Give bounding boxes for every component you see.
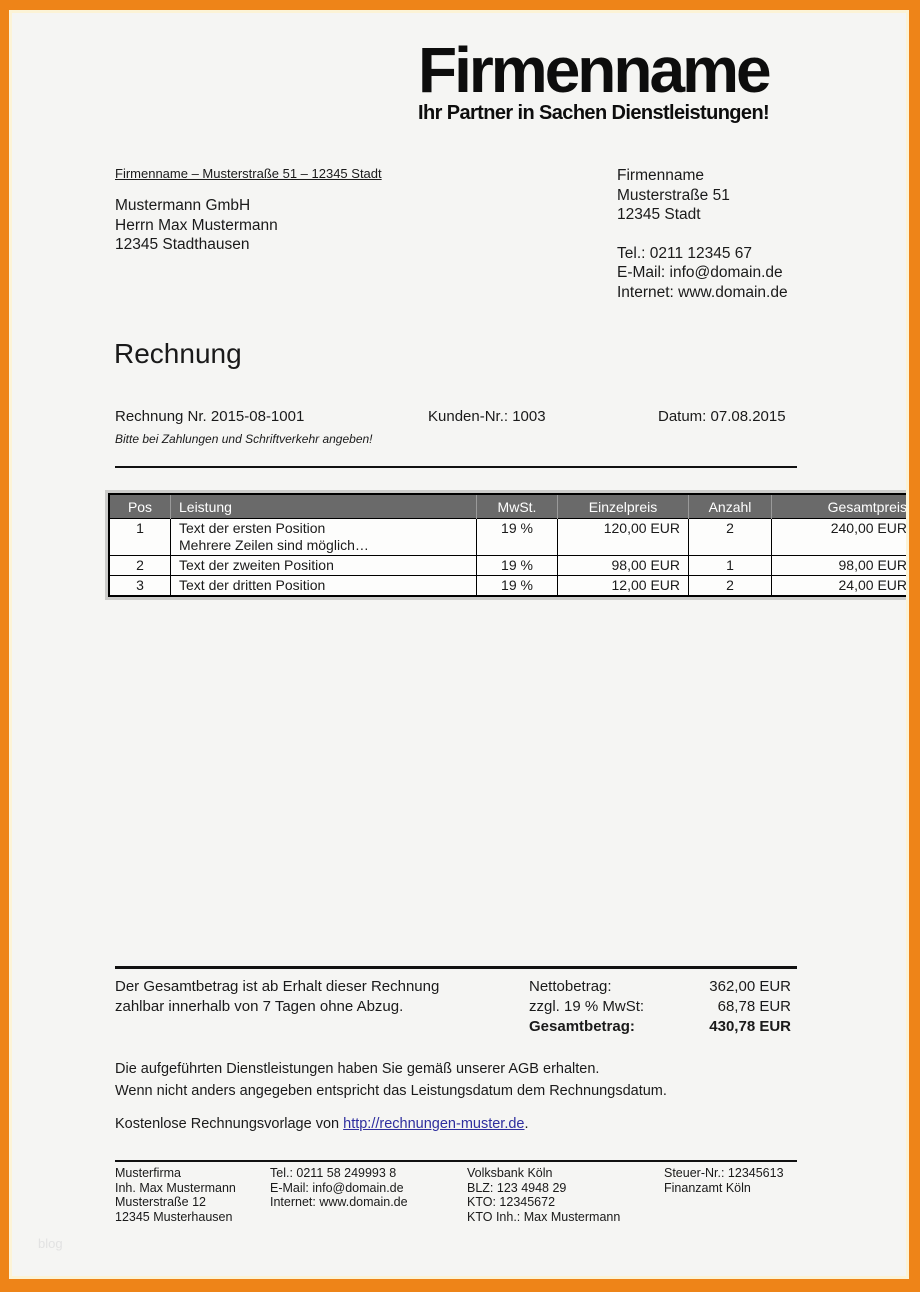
template-source-link[interactable]: http://rechnungen-muster.de [343,1116,525,1132]
footer-contact-column [270,1166,408,1210]
leistung-line: Mehrere Zeilen sind möglich… [179,537,369,553]
page-border-right [909,0,920,1292]
footer-line: Musterstraße 12 [115,1195,207,1209]
footer-divider-rule [115,1160,797,1162]
document-title: Rechnung [114,338,242,369]
leistung-line: Text der ersten Position [179,520,326,536]
gross-value: 430,78 EUR [709,1018,791,1035]
cell-mwst: 19 % [477,556,558,576]
footer-line: KTO Inh.: Max Mustermann [467,1209,621,1224]
cell-leistung [171,519,477,556]
cell-leistung: Text der zweiten Position [171,556,477,576]
items-table-header-row [109,494,916,519]
divider-rule [115,466,797,468]
company-phone: Tel.: 0211 12345 67 [617,244,753,262]
payment-terms-line: zahlbar innerhalb von 7 Tagen ohne Abzug. [115,997,404,1015]
terms-note-line: Wenn nicht anders angegeben entspricht das Leistungsdatum dem Rechnungsdatum. [115,1082,667,1099]
recipient-line: Mustermann GmbH [115,197,251,214]
footer-line: E-Mail: info@domain.de [270,1180,404,1195]
cell-einzelpreis: 120,00 EUR [558,519,689,556]
company-website: Internet: www.domain.de [617,283,788,301]
cell-anzahl: 1 [689,556,772,576]
vat-value: 68,78 EUR [717,998,791,1015]
cell-gesamtpreis: 240,00 EUR [772,519,917,556]
footer-line: Steuer-Nr.: 12345613 [664,1166,784,1180]
total-vat-row [529,997,791,1017]
gross-label: Gesamtbetrag: [529,1018,635,1035]
footer-line: Internet: www.domain.de [270,1195,408,1209]
col-header-einzelpreis: Einzelpreis [558,494,689,519]
company-address-line: 12345 Stadt [617,206,701,223]
table-row [109,519,916,556]
items-table [108,493,917,597]
total-gross-row [529,1017,791,1037]
page-border-top [0,0,920,10]
recipient-line: Herrn Max Mustermann [115,216,278,234]
payment-reference-note: Bitte bei Zahlungen und Schriftverkehr angeben! [115,432,373,446]
sender-return-address: Firmenname – Musterstraße 51 – 12345 Stadt [115,166,382,181]
footer-line: Tel.: 0211 58 249993 8 [270,1166,397,1180]
cell-anzahl: 2 [689,576,772,597]
cell-gesamtpreis: 24,00 EUR [772,576,917,597]
company-contact-block [617,166,788,302]
total-net-row [529,977,791,997]
company-address-line: Firmenname [617,167,704,184]
footer-line: BLZ: 123 4948 29 [467,1180,567,1195]
footer-line: Volksbank Köln [467,1166,553,1180]
company-email: E-Mail: info@domain.de [617,264,783,281]
table-row [109,556,916,576]
col-header-anzahl: Anzahl [689,494,772,519]
blog-watermark: blog [38,1236,63,1251]
cell-einzelpreis: 12,00 EUR [558,576,689,597]
customer-number: Kunden-Nr.: 1003 [428,408,546,425]
footer-line: Musterfirma [115,1166,181,1180]
page-border-bottom [0,1279,920,1292]
col-header-pos: Pos [109,494,171,519]
cell-pos: 1 [109,519,171,556]
footer-line: Inh. Max Mustermann [115,1180,236,1195]
net-label: Nettobetrag: [529,978,612,995]
cell-pos: 3 [109,576,171,597]
footer-company-column [115,1166,236,1224]
col-header-mwst: MwSt. [477,494,558,519]
company-address-line: Musterstraße 51 [617,186,730,204]
col-header-leistung: Leistung [171,494,477,519]
payment-terms-line: Der Gesamtbetrag ist ab Erhalt dieser Rechnung [115,978,440,995]
col-header-gesamtpreis: Gesamtpreis [772,494,917,519]
invoice-number: Rechnung Nr. 2015-08-1001 [115,408,305,425]
recipient-address-block [115,196,278,255]
logo-tagline: Ihr Partner in Sachen Dienstleistungen! [418,102,770,124]
cell-anzahl: 2 [689,519,772,556]
payment-terms [115,977,439,1016]
cell-pos: 2 [109,556,171,576]
totals-block [529,977,791,1037]
footer-line: KTO: 12345672 [467,1195,556,1209]
table-row [109,576,916,597]
invoice-date: Datum: 07.08.2015 [658,408,786,425]
logo-company-name: Firmenname [418,34,769,106]
terms-note-line: Die aufgeführten Dienstleistungen haben Sie gemäß unserer AGB erhalten. [115,1061,600,1077]
cell-mwst: 19 % [477,576,558,597]
cell-leistung: Text der dritten Position [171,576,477,597]
credit-suffix: . [524,1116,529,1132]
page-border-left [0,0,9,1292]
cell-gesamtpreis: 98,00 EUR [772,556,917,576]
recipient-line: 12345 Stadthausen [115,236,250,253]
net-value: 362,00 EUR [709,978,791,995]
vat-label: zzgl. 19 % MwSt: [529,998,645,1015]
company-logo [418,34,822,125]
totals-divider-rule [115,966,797,969]
footer-line: 12345 Musterhausen [115,1209,233,1224]
template-credit-line [115,1116,529,1132]
footer-bank-column [467,1166,620,1224]
footer-line: Finanzamt Köln [664,1180,751,1195]
terms-note [115,1059,667,1102]
credit-prefix: Kostenlose Rechnungsvorlage von [115,1116,344,1132]
footer-tax-column [664,1166,784,1195]
cell-mwst: 19 % [477,519,558,556]
cell-einzelpreis: 98,00 EUR [558,556,689,576]
